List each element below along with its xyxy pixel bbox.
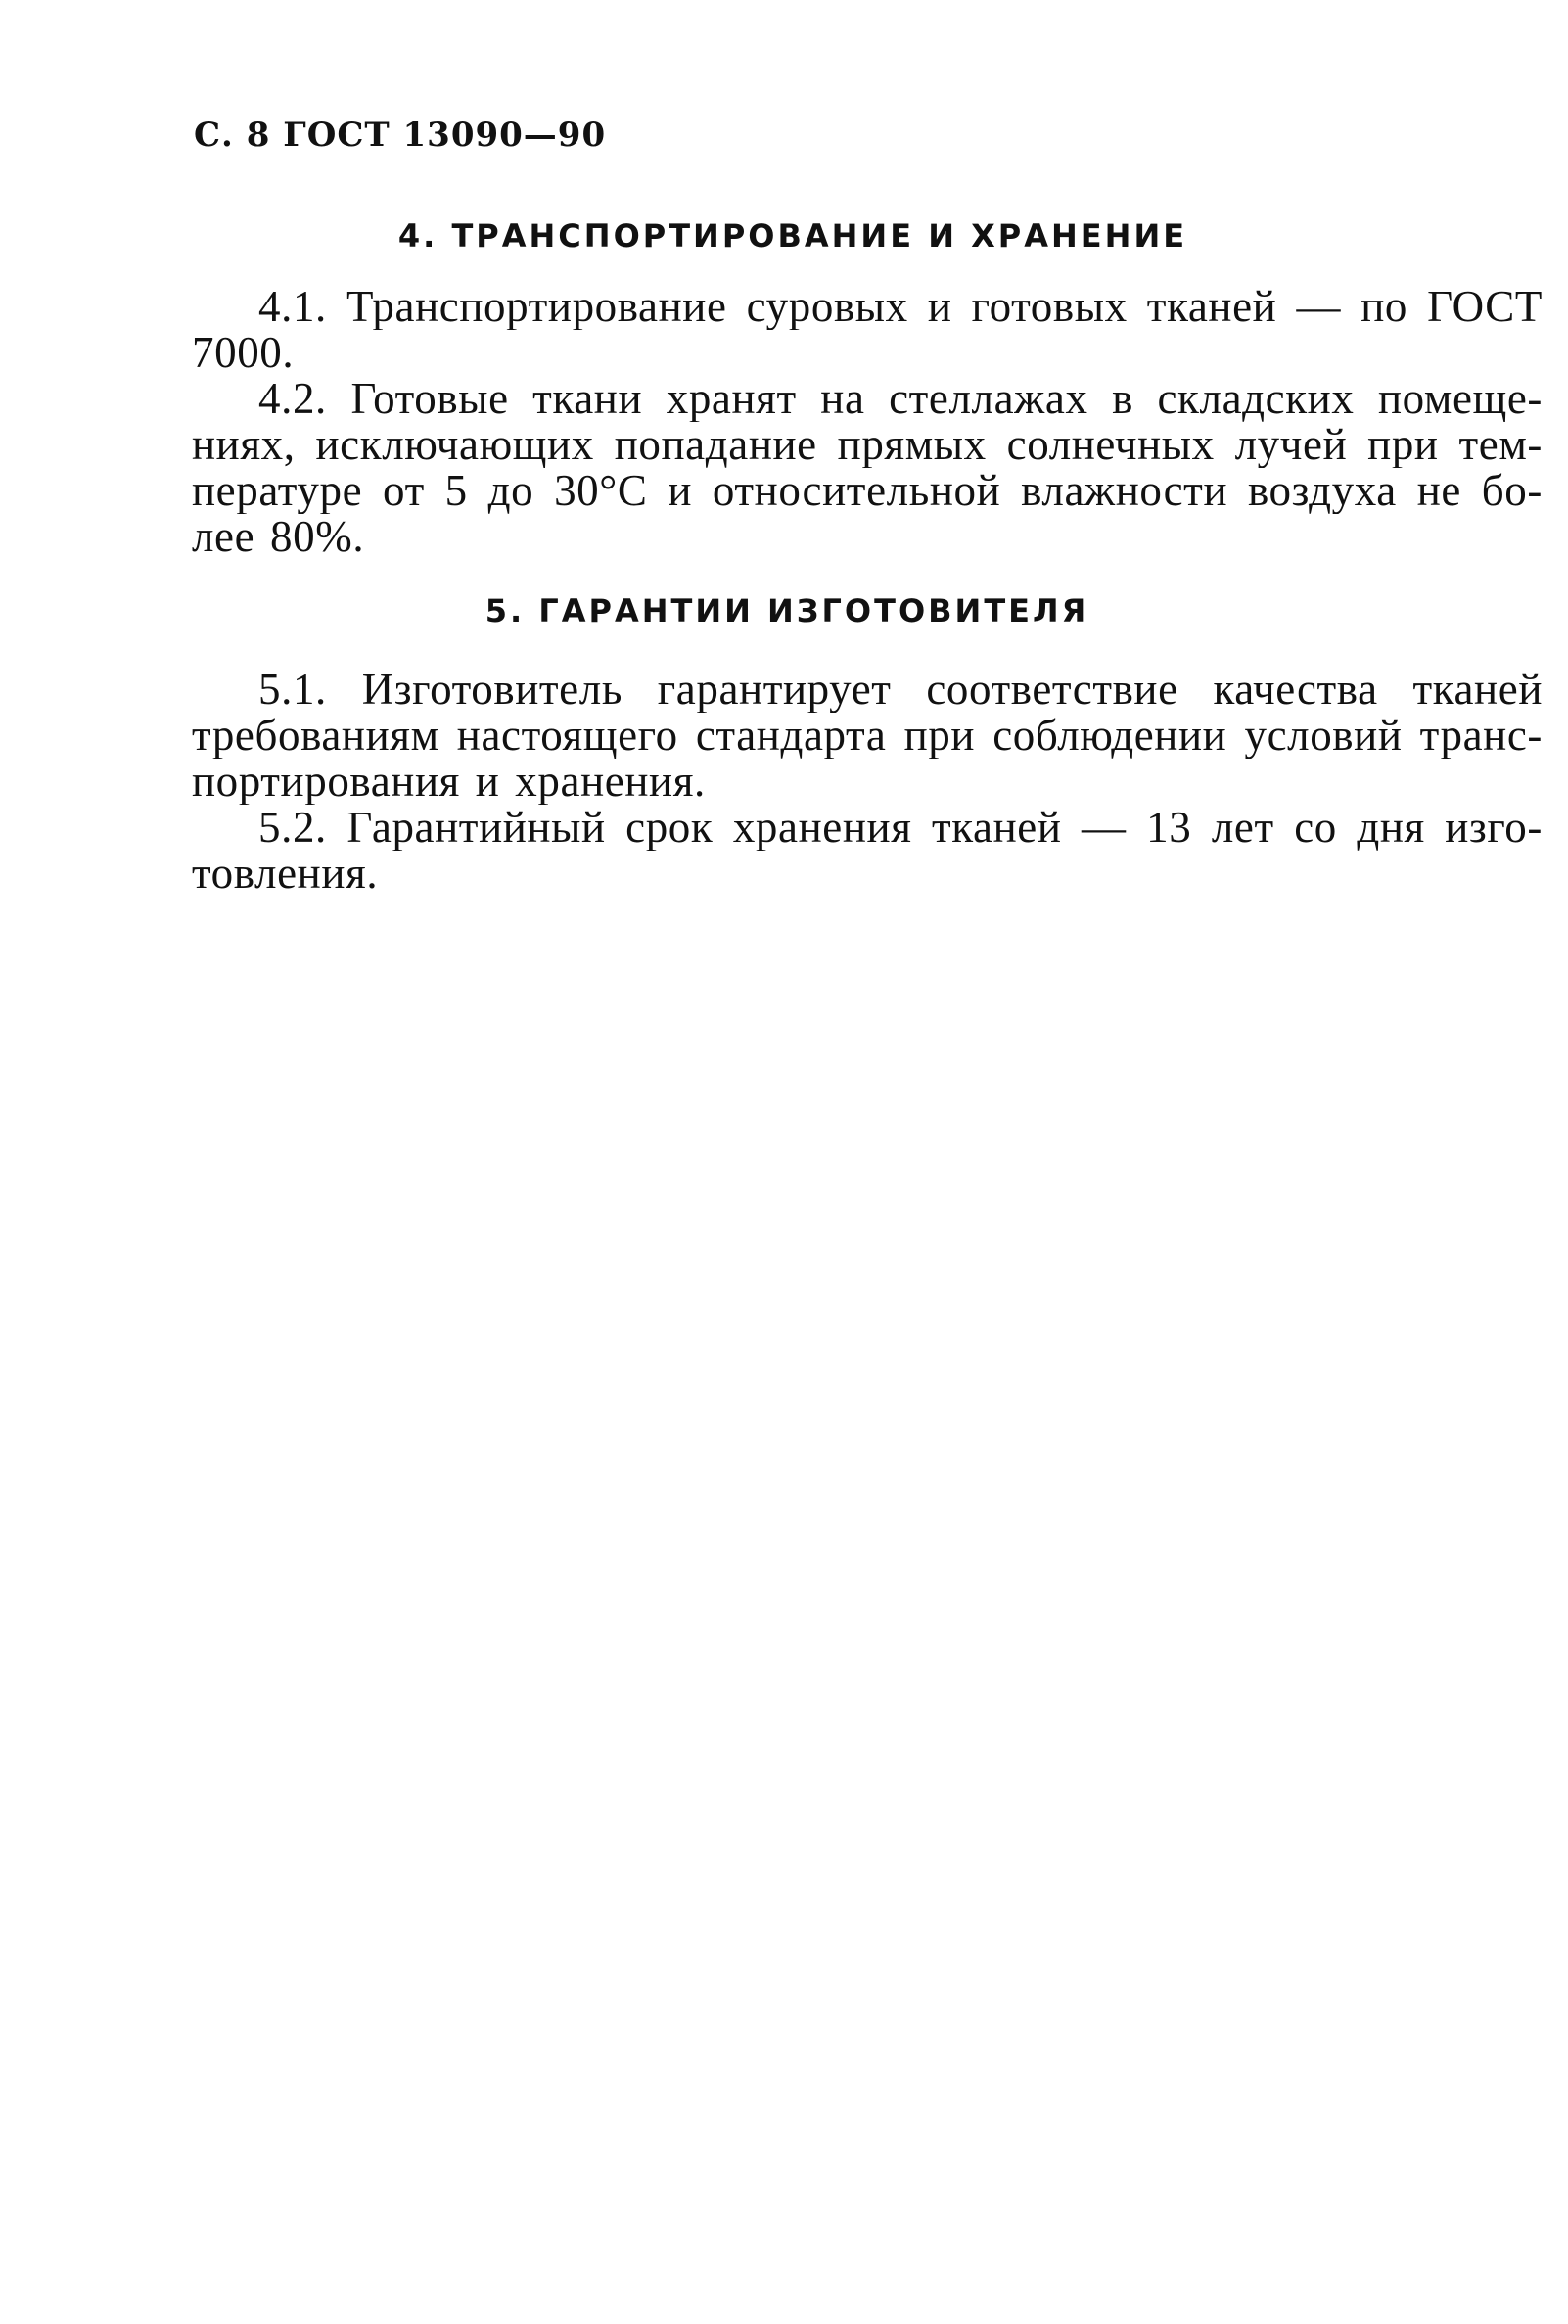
section-4-heading: 4. ТРАНСПОРТИРОВАНИЕ И ХРАНЕНИЕ bbox=[397, 217, 1188, 255]
paragraph-5-1 bbox=[192, 667, 1543, 805]
paragraph-5-1-line-1: 5.1. Изготовитель гарантирует соответствие качества тканей bbox=[258, 667, 1543, 713]
paragraph-4-2-line-1: 4.2. Готовые ткани хранят на стеллажах в складских помеще- bbox=[258, 376, 1543, 422]
paragraph-4-1-line-1: 4.1. Транспортирование суровых и готовых тканей — по ГОСТ bbox=[258, 284, 1543, 330]
paragraph-4-2-line-3: пературе от 5 до 30°С и относительной влажности воздуха не бо- bbox=[192, 468, 1543, 514]
paragraph-5-2-line-2: товления. bbox=[192, 851, 379, 897]
paragraph-5-2 bbox=[192, 805, 1543, 897]
paragraph-5-1-line-3: портирования и хранения. bbox=[192, 759, 706, 805]
paragraph-4-2-line-4: лее 80%. bbox=[192, 514, 365, 560]
paragraph-4-1 bbox=[192, 284, 1543, 376]
paragraph-5-1-line-2: требованиям настоящего стандарта при соблюдении условий транс- bbox=[192, 713, 1543, 759]
paragraph-4-1-line-2: 7000. bbox=[192, 330, 295, 376]
section-5-heading: 5. ГАРАНТИИ ИЗГОТОВИТЕЛЯ bbox=[484, 592, 1089, 629]
paragraph-5-2-line-1: 5.2. Гарантийный срок хранения тканей — 13 лет со дня изго- bbox=[258, 805, 1543, 851]
page-header: С. 8 ГОСТ 13090—90 bbox=[194, 116, 607, 155]
paragraph-4-2 bbox=[192, 376, 1543, 560]
paragraph-4-2-line-2: ниях, исключающих попадание прямых солнечных лучей при тем- bbox=[192, 422, 1543, 468]
